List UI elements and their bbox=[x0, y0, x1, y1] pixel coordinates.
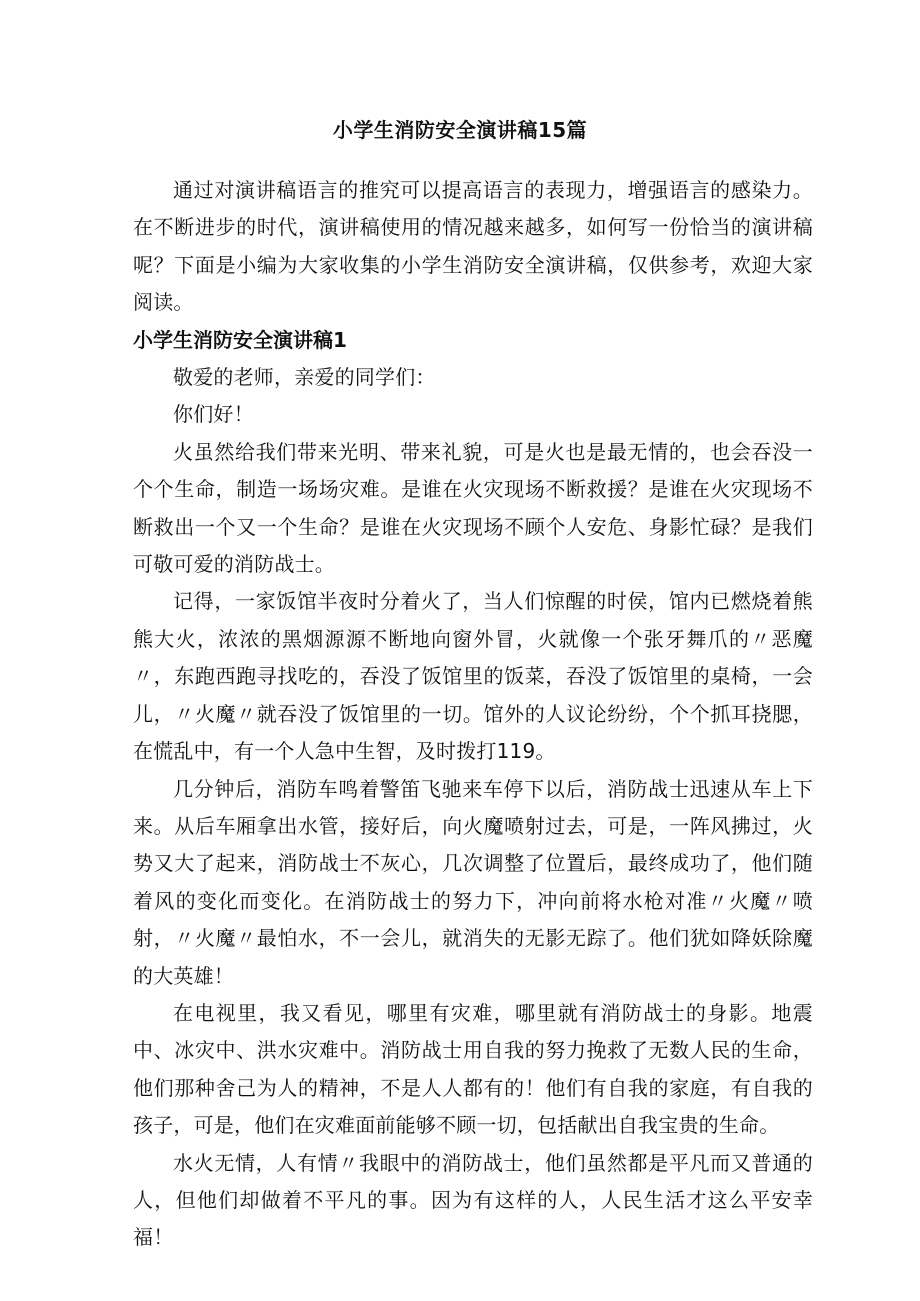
salutation-paragraph: 敬爱的老师，亲爱的同学们： bbox=[173, 365, 436, 390]
body-paragraph: 几分钟后，消防车鸣着警笛飞驰来车停下以后，消防战士迅速从车上下来。从后车厢拿出水管，接好后，向火魔喷射过去，可是，一阵风拂过，火势又大了起来，消防战士不灰心，几次调整了位置后，最终成功了，他们随着风的变化而变化。在消防战士的努力下，冲向前将水枪对准〃火魔〃喷射，〃火魔〃最怕水，不一会儿，就消失的无影无踪了。他们犹如降妖除魔的大英雄！ bbox=[133, 776, 813, 988]
body-paragraph: 火虽然给我们带来光明、带来礼貌，可是火也是最无情的，也会吞没一个个生命，制造一场场灾难。是谁在火灾现场不断救援？是谁在火灾现场不断救出一个又一个生命？是谁在火灾现场不顾个人安危、身影忙碌？是我们可敬可爱的消防战士。 bbox=[133, 439, 813, 577]
document-title: 小学生消防安全演讲稿15篇 bbox=[332, 118, 588, 142]
intro-paragraph: 通过对演讲稿语言的推究可以提高语言的表现力，增强语言的感染力。在不断进步的时代，演讲稿使用的情况越来越多，如何写一份恰当的演讲稿呢？下面是小编为大家收集的小学生消防安全演讲稿，仅供参考，欢迎大家阅读。 bbox=[133, 178, 813, 315]
greeting-paragraph: 你们好！ bbox=[173, 402, 254, 427]
body-paragraph: 在电视里，我又看见，哪里有灾难，哪里就有消防战士的身影。地震中、冰灾中、洪水灾难中。消防战士用自我的努力挽救了无数人民的生命，他们那种舍己为人的精神，不是人人都有的！他们有自我的家庭，有自我的孩子，可是，他们在灾难面前能够不顾一切，包括献出自我宝贵的生命。 bbox=[133, 1000, 813, 1138]
document-body bbox=[133, 172, 813, 1257]
body-paragraph: 水火无情，人有情〃我眼中的消防战士，他们虽然都是平凡而又普通的人，但他们却做着不平凡的事。因为有这样的人，人民生活才这么平安幸福！ bbox=[133, 1150, 813, 1250]
body-paragraph: 记得，一家饭馆半夜时分着火了，当人们惊醒的时侯，馆内已燃烧着熊熊大火，浓浓的黑烟源源不断地向窗外冒，火就像一个张牙舞爪的〃恶魔〃，东跑西跑寻找吃的，吞没了饭馆里的饭菜，吞没了饭馆里的桌椅，一会儿，〃火魔〃就吞没了饭馆里的一切。馆外的人议论纷纷，个个抓耳挠腮，在慌乱中，有一个人急中生智，及时拨打119。 bbox=[133, 589, 813, 764]
section-heading: 小学生消防安全演讲稿1 bbox=[133, 327, 347, 352]
